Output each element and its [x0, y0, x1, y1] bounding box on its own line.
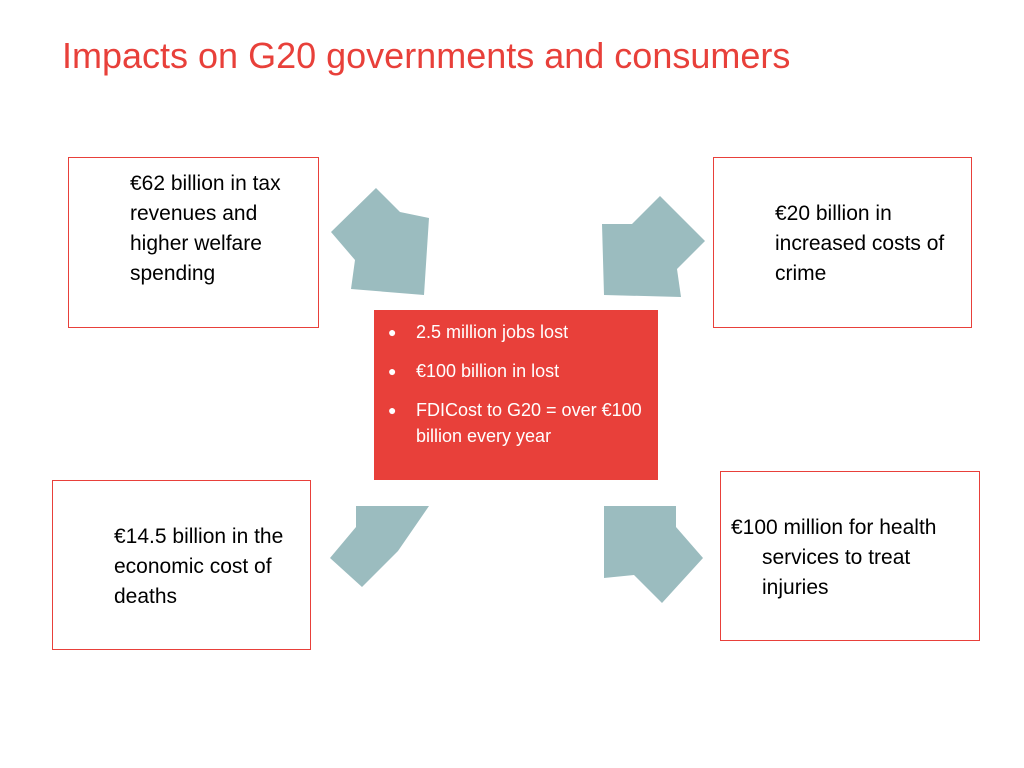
central-impact-box — [374, 310, 658, 480]
central-impact-text: FDICost to G20 = over €100 billion every year — [416, 400, 642, 446]
impact-box-health-services — [720, 471, 980, 641]
central-impact-item — [388, 319, 652, 345]
impact-box-cost-of-deaths — [52, 480, 311, 650]
impact-box-crime-costs — [713, 157, 972, 328]
bullet-icon: ● — [388, 402, 397, 418]
central-impact-text: 2.5 million jobs lost — [416, 322, 569, 342]
arrow-top-left — [331, 188, 429, 295]
arrow-bottom-left — [330, 506, 429, 587]
bullet-icon: ● — [388, 324, 397, 340]
central-impact-text: €100 billion in lost — [416, 361, 560, 381]
arrow-bottom-right — [604, 506, 703, 603]
impact-text-crime-costs: €20 billion in increased costs of crime — [775, 202, 945, 285]
arrow-top-right — [602, 196, 705, 297]
impact-text-health-services: €100 million for health services to treat injuries — [731, 516, 937, 599]
impact-text-cost-of-deaths: €14.5 billion in the economic cost of deaths — [114, 525, 284, 608]
central-impact-item — [388, 397, 652, 449]
impact-text-tax-revenues: €62 billion in tax revenues and higher welfare spending — [130, 172, 281, 285]
slide-title: Impacts on G20 governments and consumers — [62, 35, 791, 76]
bullet-icon: ● — [388, 363, 397, 379]
central-impact-list — [388, 319, 652, 462]
central-impact-item — [388, 358, 652, 384]
impact-box-tax-revenues — [68, 157, 319, 328]
